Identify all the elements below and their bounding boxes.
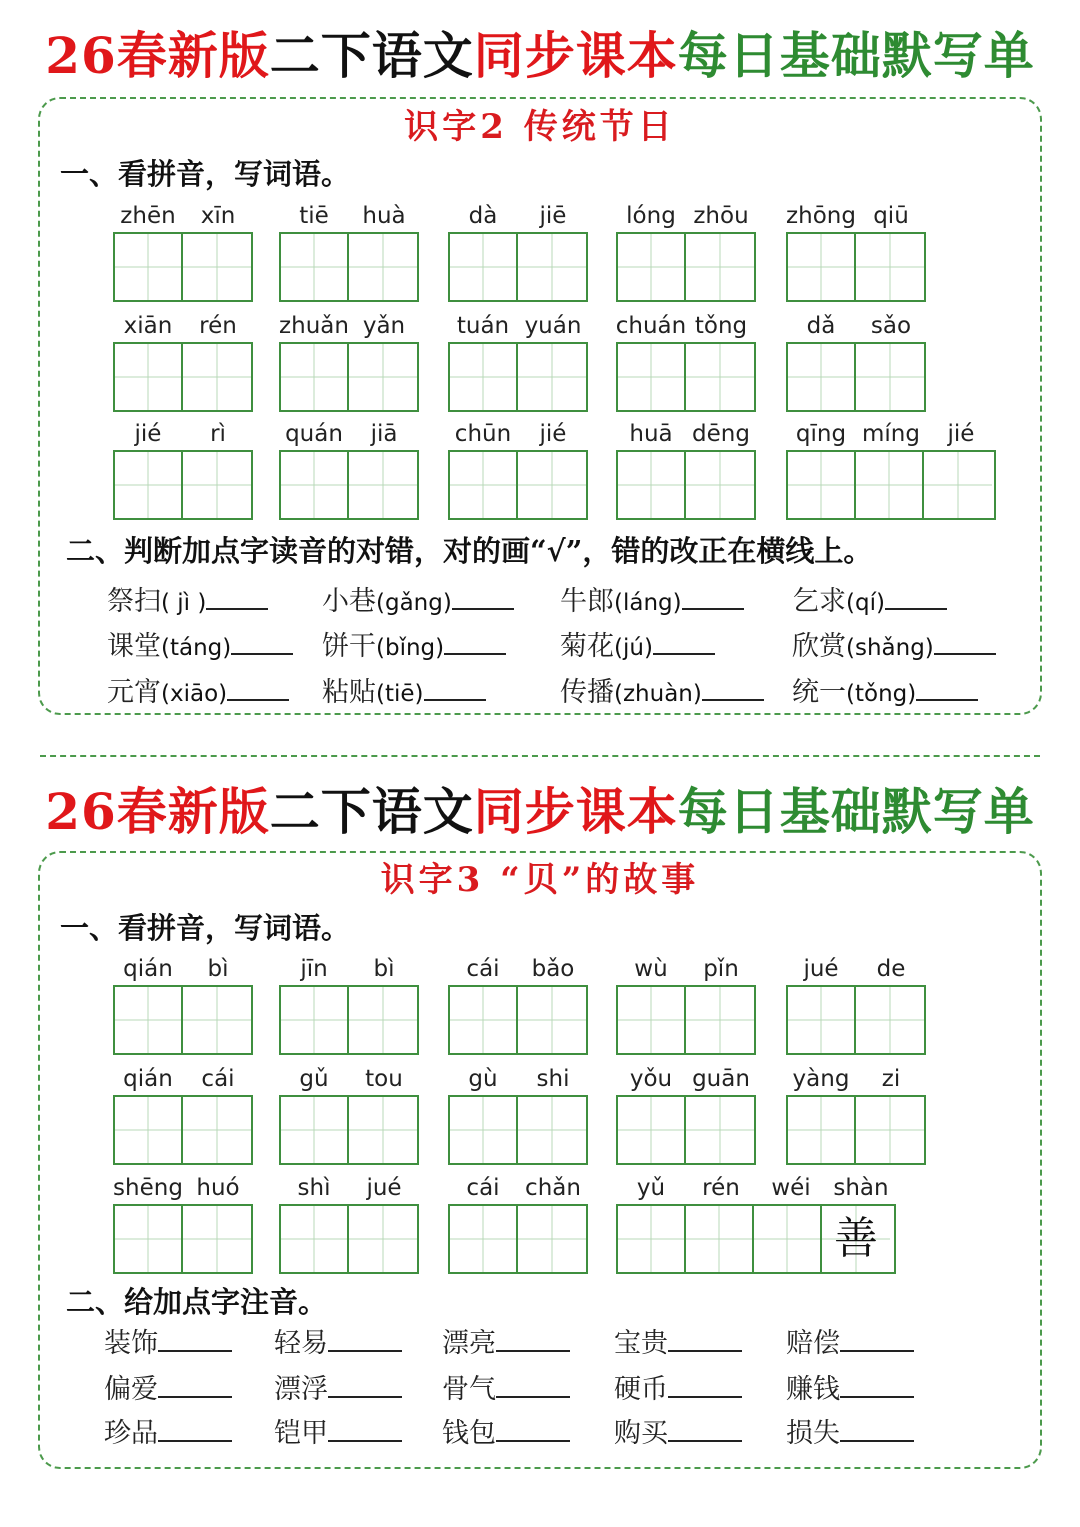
sheet-divider [40, 755, 1040, 757]
word-box-group [279, 955, 419, 1055]
answer-blank[interactable] [328, 1370, 402, 1398]
pinyin-label: míng [862, 421, 920, 447]
pinyin-label: zhēn [120, 203, 176, 229]
tian-zi-ge-cell[interactable] [349, 452, 417, 518]
answer-blank[interactable] [328, 1414, 402, 1442]
answer-word: 饼干 [322, 631, 376, 662]
tian-zi-ge-cell[interactable] [115, 1206, 183, 1272]
answer-word: 漂浮 [274, 1374, 328, 1405]
word-box-group [786, 1065, 926, 1165]
answer-item [104, 1370, 232, 1407]
writing-boxes [786, 1095, 926, 1165]
title-part-sync: 同步课本 [473, 26, 678, 85]
sheet-2-lesson-title: 识字3 “贝”的故事 [380, 860, 700, 900]
word-box-group [786, 312, 926, 412]
answer-item [614, 1414, 742, 1451]
word-box-group [113, 420, 253, 520]
answer-item [560, 673, 764, 711]
tian-zi-ge-cell[interactable] [686, 234, 754, 300]
pinyin-label: chūn [454, 421, 512, 447]
tian-zi-ge-cell[interactable] [450, 344, 518, 410]
answer-word: 粘贴 [322, 677, 376, 708]
tian-zi-ge-cell[interactable] [618, 452, 686, 518]
answer-word: 钱包 [442, 1418, 496, 1449]
answer-word: 牛郎 [560, 586, 614, 617]
pinyin-label: tou [365, 1066, 403, 1092]
writing-boxes [786, 342, 926, 412]
answer-blank[interactable] [885, 582, 947, 610]
tian-zi-ge-cell[interactable] [518, 344, 586, 410]
writing-boxes [113, 232, 253, 302]
answer-item [104, 1324, 232, 1361]
writing-boxes [786, 985, 926, 1055]
sheet-1-section-1-title: 一、看拼音，写词语。 [60, 157, 351, 191]
tian-zi-ge-cell[interactable] [518, 987, 586, 1053]
tian-zi-ge-cell[interactable] [686, 1097, 754, 1163]
tian-zi-ge-cell[interactable] [349, 1206, 417, 1272]
word-box-group [113, 202, 253, 302]
answer-word: 传播 [560, 677, 614, 708]
word-box-group [616, 420, 756, 520]
reading-label: (qí) [846, 590, 885, 616]
answer-blank[interactable] [840, 1370, 914, 1398]
pinyin-label: xiān [123, 313, 173, 339]
writing-boxes [448, 232, 588, 302]
answer-blank[interactable] [227, 673, 289, 701]
tian-zi-ge-cell[interactable] [349, 234, 417, 300]
pinyin-label: zhōu [693, 203, 749, 229]
word-box-group [616, 1065, 756, 1165]
sheet-1-section-2-title: 二、判断加点字读音的对错，对的画“√”，错的改正在横线上。 [66, 534, 873, 568]
writing-boxes [279, 342, 419, 412]
writing-boxes [616, 985, 756, 1055]
sheet-2-section-1-title: 一、看拼音，写词语。 [60, 911, 351, 945]
answer-word: 小巷 [322, 586, 376, 617]
word-box-group [448, 420, 588, 520]
tian-zi-ge-cell[interactable] [618, 344, 686, 410]
tian-zi-ge-cell[interactable] [618, 987, 686, 1053]
tian-zi-ge-cell[interactable] [856, 452, 924, 518]
pinyin-label: yuán [524, 313, 582, 339]
pinyin-label: zhōng [786, 203, 856, 229]
pinyin-label: jié [539, 421, 567, 447]
word-box-group [113, 955, 253, 1055]
answer-blank[interactable] [444, 627, 506, 655]
tian-zi-ge-cell[interactable] [686, 987, 754, 1053]
pinyin-label: zhuǎn [279, 313, 349, 339]
answer-item [792, 673, 978, 711]
answer-blank[interactable] [424, 673, 486, 701]
reading-label: (bǐng) [376, 635, 445, 661]
tian-zi-ge-cell[interactable] [281, 344, 349, 410]
word-box-group [448, 1065, 588, 1165]
pinyin-label: shēng [113, 1175, 183, 1201]
answer-word: 漂亮 [442, 1328, 496, 1359]
pinyin-label: cái [466, 1175, 500, 1201]
answer-item [322, 673, 486, 711]
sheet-2-section-2-title: 二、给加点字注音。 [66, 1285, 328, 1319]
pinyin-label: yǎn [362, 313, 406, 339]
writing-boxes [113, 1204, 253, 1274]
tian-zi-ge-cell[interactable] [856, 1097, 924, 1163]
pinyin-label: chuán [615, 313, 687, 339]
answer-blank[interactable] [916, 673, 978, 701]
answer-word: 统一 [792, 677, 846, 708]
tian-zi-ge-cell[interactable] [281, 987, 349, 1053]
pinyin-label: yàng [792, 1066, 850, 1092]
pinyin-label: qián [123, 1066, 173, 1092]
word-box-group [786, 955, 926, 1055]
writing-boxes [113, 985, 253, 1055]
tian-zi-ge-cell[interactable] [518, 452, 586, 518]
answer-word: 购买 [614, 1418, 668, 1449]
writing-boxes [448, 985, 588, 1055]
pinyin-label: guān [692, 1066, 750, 1092]
answer-blank[interactable] [206, 582, 268, 610]
pinyin-label: bì [373, 956, 395, 982]
reading-label: (láng) [614, 590, 682, 616]
answer-word: 元宵 [107, 677, 161, 708]
tian-zi-ge-cell[interactable] [349, 1097, 417, 1163]
pinyin-label: quán [285, 421, 343, 447]
word-box-group [113, 312, 253, 412]
reading-label: (gǎng) [376, 590, 452, 616]
answer-item [614, 1324, 742, 1361]
answer-item [104, 1414, 232, 1451]
word-box-group [279, 202, 419, 302]
word-box-group [448, 1174, 588, 1274]
answer-item [274, 1370, 402, 1407]
tian-zi-ge-cell[interactable] [450, 1097, 518, 1163]
reading-label: ( jì ) [161, 590, 207, 616]
tian-zi-ge-cell[interactable] [856, 234, 924, 300]
answer-item [792, 627, 996, 665]
answer-item [786, 1324, 914, 1361]
tian-zi-ge-cell[interactable] [115, 987, 183, 1053]
pinyin-label: cái [466, 956, 500, 982]
title-part-grade: 二下语文 [269, 782, 474, 841]
writing-boxes [616, 450, 756, 520]
pinyin-label: tuán [456, 313, 510, 339]
pinyin-label: gǔ [299, 1066, 329, 1092]
word-box-group [616, 202, 756, 302]
word-box-group [279, 312, 419, 412]
word-box-group [448, 955, 588, 1055]
pinyin-label: shi [536, 1066, 570, 1092]
answer-item [107, 627, 293, 665]
sheet-1-lesson-title: 识字2 传统节日 [404, 107, 676, 147]
tian-zi-ge-cell[interactable] [686, 452, 754, 518]
answer-word: 乞求 [792, 586, 846, 617]
tian-zi-ge-cell[interactable] [115, 452, 183, 518]
answer-blank[interactable] [452, 582, 514, 610]
answer-word: 珍品 [104, 1418, 158, 1449]
tian-zi-ge-cell[interactable] [183, 452, 251, 518]
writing-boxes [279, 232, 419, 302]
pinyin-label: wéi [771, 1175, 811, 1201]
pinyin-label: huā [629, 421, 673, 447]
writing-boxes [786, 232, 926, 302]
word-box-group [616, 1174, 896, 1274]
tian-zi-ge-cell[interactable] [788, 234, 856, 300]
pinyin-label: yǒu [629, 1066, 673, 1092]
answer-item [274, 1414, 402, 1451]
pinyin-label: dēng [692, 421, 750, 447]
pinyin-label: pǐn [703, 956, 739, 982]
answer-blank[interactable] [653, 627, 715, 655]
tian-zi-ge-cell[interactable] [518, 234, 586, 300]
reading-label: (xiāo) [161, 681, 228, 707]
answer-word: 赔偿 [786, 1328, 840, 1359]
title-part-year: 26春新版 [45, 782, 270, 841]
tian-zi-ge-cell[interactable] [183, 1206, 251, 1272]
answer-item [560, 627, 715, 665]
answer-word: 菊花 [560, 631, 614, 662]
tian-zi-ge-cell[interactable] [450, 987, 518, 1053]
answer-item [786, 1414, 914, 1451]
pinyin-label: jué [366, 1175, 402, 1201]
answer-blank[interactable] [158, 1324, 232, 1352]
tian-zi-ge-cell[interactable] [349, 344, 417, 410]
answer-blank[interactable] [668, 1324, 742, 1352]
title-part-daily: 每日基础默写单 [677, 26, 1035, 85]
pinyin-label: wù [634, 956, 668, 982]
answer-item [786, 1370, 914, 1407]
pinyin-label: huó [196, 1175, 240, 1201]
reading-label: (tiē) [376, 681, 424, 707]
pinyin-label: shàn [833, 1175, 889, 1201]
tian-zi-ge-cell[interactable] [856, 987, 924, 1053]
pinyin-label: tiē [299, 203, 329, 229]
word-box-group [113, 1174, 253, 1274]
tian-zi-ge-cell[interactable] [450, 452, 518, 518]
tian-zi-ge-cell[interactable] [686, 344, 754, 410]
writing-boxes [279, 985, 419, 1055]
answer-item [322, 582, 514, 620]
writing-boxes [448, 1204, 588, 1274]
answer-item [442, 1414, 570, 1451]
reading-label: (tǒng) [846, 681, 917, 707]
answer-word: 欣赏 [792, 631, 846, 662]
tian-zi-ge-cell[interactable] [924, 452, 992, 518]
answer-item [792, 582, 947, 620]
pinyin-label: yǔ [636, 1175, 666, 1201]
word-box-group [279, 420, 419, 520]
answer-item [614, 1370, 742, 1407]
tian-zi-ge-cell[interactable] [115, 344, 183, 410]
answer-word: 课堂 [107, 631, 161, 662]
answer-word: 硬币 [614, 1374, 668, 1405]
pinyin-label: de [876, 956, 906, 982]
pinyin-label: bǎo [531, 956, 575, 982]
pinyin-label: rén [199, 313, 237, 339]
answer-word: 损失 [786, 1418, 840, 1449]
reading-label: (táng) [161, 635, 232, 661]
tian-zi-ge-cell[interactable] [281, 452, 349, 518]
word-box-group [448, 312, 588, 412]
answer-item [274, 1324, 402, 1361]
writing-boxes [279, 1095, 419, 1165]
reading-label: (zhuàn) [614, 681, 702, 707]
pinyin-label: qián [123, 956, 173, 982]
answer-blank[interactable] [496, 1370, 570, 1398]
title-part-daily: 每日基础默写单 [677, 782, 1035, 841]
word-box-group [616, 955, 756, 1055]
word-box-group [279, 1065, 419, 1165]
word-box-group [279, 1174, 419, 1274]
writing-boxes [279, 450, 419, 520]
answer-blank[interactable] [840, 1324, 914, 1352]
answer-blank[interactable] [496, 1414, 570, 1442]
tian-zi-ge-cell[interactable] [518, 1097, 586, 1163]
tian-zi-ge-cell[interactable] [618, 234, 686, 300]
writing-boxes [448, 450, 588, 520]
tian-zi-ge-cell[interactable] [281, 234, 349, 300]
pinyin-label: rì [210, 421, 226, 447]
word-box-group [616, 312, 756, 412]
sheet-2-title [0, 782, 1080, 842]
writing-boxes [279, 1204, 419, 1274]
tian-zi-ge-cell[interactable] [281, 1206, 349, 1272]
tian-zi-ge-cell[interactable] [686, 1206, 754, 1272]
answer-item [442, 1370, 570, 1407]
writing-boxes [448, 342, 588, 412]
tian-zi-ge-cell[interactable] [518, 1206, 586, 1272]
answer-word: 宝贵 [614, 1328, 668, 1359]
tian-zi-ge-cell[interactable] [618, 1206, 686, 1272]
tian-zi-ge-cell[interactable] [450, 1206, 518, 1272]
answer-word: 轻易 [274, 1328, 328, 1359]
writing-boxes [113, 450, 253, 520]
answer-word: 祭扫 [107, 586, 161, 617]
tian-zi-ge-cell[interactable] [183, 344, 251, 410]
pinyin-label: qiū [873, 203, 909, 229]
pinyin-label: sǎo [870, 313, 912, 339]
answer-word: 赚钱 [786, 1374, 840, 1405]
pinyin-label: chǎn [525, 1175, 581, 1201]
tian-zi-ge-cell[interactable] [349, 987, 417, 1053]
tian-zi-ge-cell[interactable] [618, 1097, 686, 1163]
prefilled-character: 善 [834, 1213, 878, 1264]
answer-blank[interactable] [158, 1370, 232, 1398]
tian-zi-ge-cell[interactable] [281, 1097, 349, 1163]
pinyin-label: qīng [795, 421, 847, 447]
answer-blank[interactable] [328, 1324, 402, 1352]
writing-boxes [448, 1095, 588, 1165]
pinyin-label: xīn [200, 203, 236, 229]
writing-boxes [113, 342, 253, 412]
tian-zi-ge-cell[interactable] [822, 1206, 890, 1272]
answer-blank[interactable] [840, 1414, 914, 1442]
tian-zi-ge-cell[interactable] [183, 987, 251, 1053]
writing-boxes [113, 1095, 253, 1165]
title-part-grade: 二下语文 [269, 26, 474, 85]
pinyin-label: jīn [300, 956, 328, 982]
answer-word: 铠甲 [274, 1418, 328, 1449]
writing-boxes [616, 232, 756, 302]
tian-zi-ge-cell[interactable] [115, 1097, 183, 1163]
tian-zi-ge-cell[interactable] [183, 1097, 251, 1163]
word-box-group [113, 1065, 253, 1165]
word-box-group [786, 202, 926, 302]
answer-word: 装饰 [104, 1328, 158, 1359]
answer-item [442, 1324, 570, 1361]
title-part-sync: 同步课本 [473, 782, 678, 841]
pinyin-label: bì [207, 956, 229, 982]
tian-zi-ge-cell[interactable] [788, 344, 856, 410]
writing-boxes [616, 342, 756, 412]
pinyin-label: cái [201, 1066, 235, 1092]
pinyin-label: gù [468, 1066, 498, 1092]
pinyin-label: dà [468, 203, 498, 229]
writing-boxes [786, 450, 996, 520]
pinyin-label: jiā [370, 421, 398, 447]
answer-blank[interactable] [934, 627, 996, 655]
answer-item [322, 627, 506, 665]
tian-zi-ge-cell[interactable] [788, 987, 856, 1053]
pinyin-label: jué [803, 956, 839, 982]
reading-label: (shǎng) [846, 635, 934, 661]
pinyin-label: huà [362, 203, 406, 229]
pinyin-label: lóng [626, 203, 676, 229]
tian-zi-ge-cell[interactable] [450, 234, 518, 300]
answer-blank[interactable] [496, 1324, 570, 1352]
answer-word: 骨气 [442, 1374, 496, 1405]
tian-zi-ge-cell[interactable] [754, 1206, 822, 1272]
answer-blank[interactable] [158, 1414, 232, 1442]
writing-boxes [616, 1095, 756, 1165]
title-part-year: 26春新版 [45, 26, 270, 85]
answer-blank[interactable] [668, 1414, 742, 1442]
sheet-1-title [0, 26, 1080, 86]
pinyin-label: shì [297, 1175, 331, 1201]
answer-item [107, 673, 289, 711]
tian-zi-ge-cell[interactable] [788, 1097, 856, 1163]
pinyin-label: jié [134, 421, 162, 447]
answer-blank[interactable] [668, 1370, 742, 1398]
word-box-group [786, 420, 996, 520]
tian-zi-ge-cell[interactable] [788, 452, 856, 518]
answer-word: 偏爱 [104, 1374, 158, 1405]
answer-item [107, 582, 268, 620]
reading-label: (jú) [614, 635, 653, 661]
pinyin-label: rén [702, 1175, 740, 1201]
pinyin-label: jié [947, 421, 975, 447]
answer-item [560, 582, 744, 620]
answer-blank[interactable] [682, 582, 744, 610]
answer-blank[interactable] [702, 673, 764, 701]
pinyin-label: tǒng [694, 313, 748, 339]
tian-zi-ge-cell[interactable] [183, 234, 251, 300]
pinyin-label: dǎ [806, 313, 836, 339]
word-box-group [448, 202, 588, 302]
writing-boxes [616, 1204, 896, 1274]
pinyin-label: zi [881, 1066, 901, 1092]
pinyin-label: jiē [539, 203, 567, 229]
tian-zi-ge-cell[interactable] [856, 344, 924, 410]
answer-blank[interactable] [231, 627, 293, 655]
tian-zi-ge-cell[interactable] [115, 234, 183, 300]
